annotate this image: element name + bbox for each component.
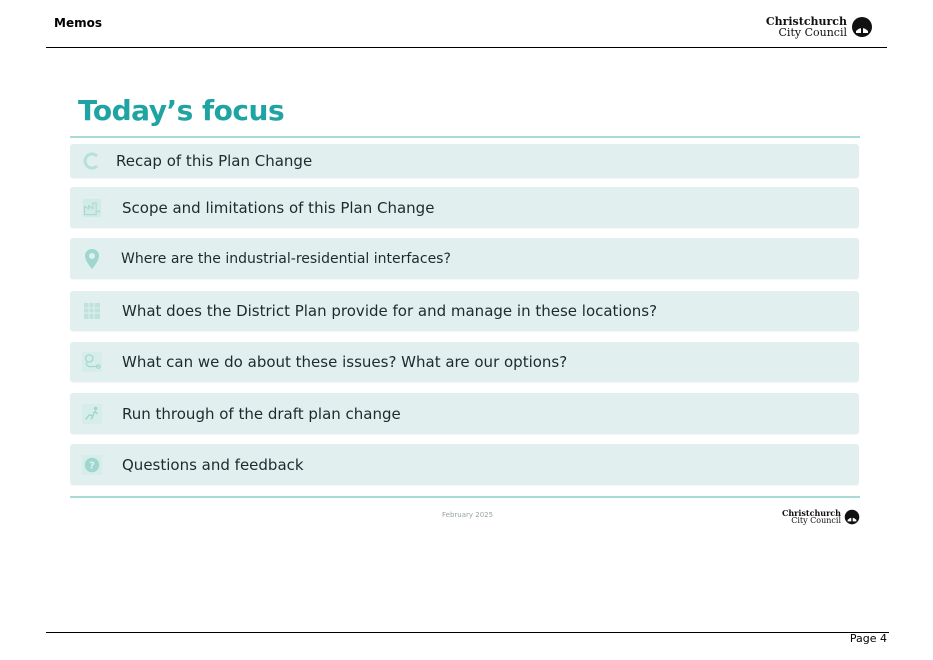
runner-icon [82,404,102,424]
page-number: Page 4 [849,632,887,645]
section-label: Memos [54,16,102,30]
list-item [70,291,859,331]
logo-line-1: Christchurch [765,15,847,28]
footer-rule [70,496,860,498]
header-rule [46,47,887,48]
page-footer-rule [46,632,889,633]
slide-logo-line-2: City Council [791,516,841,525]
list-item-label: What does the District Plan provide for and manage in these locations? [122,302,658,320]
logo-line-2: City Council [778,26,847,39]
list-item-label: Run through of the draft plan change [122,404,401,423]
list-item [70,238,859,279]
slide [70,88,860,528]
council-logo [766,16,873,38]
refresh-icon [82,151,102,171]
svg-text:?: ? [89,460,95,472]
question-icon [82,455,102,475]
slide-date: February 2025 [442,511,494,519]
list-item [70,144,859,178]
list-item-label: What can we do about these issues? What are our options? [122,353,568,371]
grid-document-icon [82,301,102,321]
list-item-label: Scope and limitations of this Plan Change [122,198,435,217]
list-item-label: Where are the industrial-residential interfaces? [121,250,451,267]
list-item-label: Recap of this Plan Change [116,152,313,170]
list-item [70,393,859,434]
list-item [70,444,859,485]
list-item [70,342,859,382]
cathedral-logo-icon [851,16,873,38]
list-item-label: Questions and feedback [122,455,304,474]
slide-logo-line-1: Christchurch [781,508,841,518]
slide-title: Today’s focus [78,94,285,127]
title-rule [70,136,860,138]
map-pin-icon [82,249,102,269]
cathedral-logo-icon [844,509,860,525]
slide-council-logo [782,509,860,525]
factory-icon [82,198,102,218]
route-icon [82,352,102,372]
list-item [70,187,859,228]
